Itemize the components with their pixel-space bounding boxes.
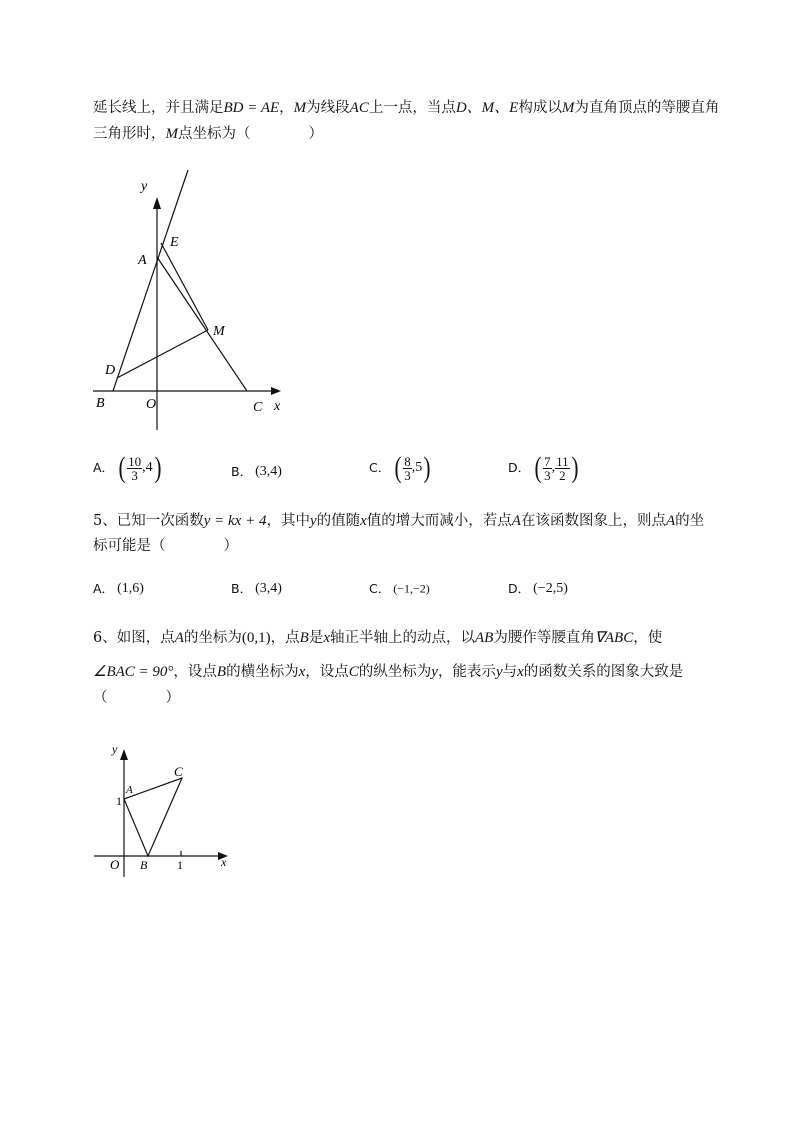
q6-label-one-y: 1 bbox=[116, 794, 122, 808]
q6-math: A bbox=[174, 630, 184, 646]
q4-text: 三角形时， bbox=[93, 126, 166, 142]
q4-text: 构成以 bbox=[518, 100, 562, 116]
q5-option-c[interactable] bbox=[369, 579, 430, 597]
paren-left: ( bbox=[118, 451, 126, 484]
q6-label-o: O bbox=[110, 857, 120, 872]
q4-text: 点坐标为（ ） bbox=[178, 126, 323, 142]
q6-text: ，设点 bbox=[173, 664, 217, 680]
q5-math: y bbox=[309, 513, 317, 529]
option-value: (1,6) bbox=[117, 581, 144, 596]
numerator: 10 bbox=[128, 453, 142, 469]
q6-text: 与 bbox=[502, 664, 518, 680]
q6-text-line1 bbox=[93, 628, 662, 648]
q4-text: 上一点，当点 bbox=[368, 100, 456, 116]
option-label: C． bbox=[369, 460, 391, 475]
q5-math: y = kx + 4 bbox=[203, 513, 267, 529]
q6-text: ，设点 bbox=[305, 664, 349, 680]
q4-option-d[interactable] bbox=[508, 453, 580, 483]
paren-right: ) bbox=[154, 451, 162, 484]
q5-text: 在该函数图象上，则点 bbox=[520, 513, 666, 529]
q4-math: AC bbox=[349, 100, 369, 116]
q4-figure bbox=[85, 165, 295, 435]
q6-label-x: x bbox=[221, 855, 227, 869]
q5-option-d[interactable] bbox=[508, 579, 568, 597]
q4-label-x: x bbox=[274, 399, 281, 414]
option-value: (3,4) bbox=[255, 464, 282, 479]
q4-text: 为线段 bbox=[306, 100, 350, 116]
option-rest: ,4 bbox=[142, 460, 153, 475]
q6-text: 的函数关系的图象大致是 bbox=[523, 664, 684, 680]
option-value: (−1,−2) bbox=[393, 581, 430, 596]
q4-text-line1 bbox=[93, 98, 719, 118]
q6-y-arrow bbox=[120, 749, 128, 760]
q4-line-bae bbox=[113, 170, 188, 391]
option-rest: ,5 bbox=[411, 460, 423, 475]
option-label: B． bbox=[231, 581, 253, 596]
q4-option-c[interactable] bbox=[369, 453, 432, 483]
fraction bbox=[127, 455, 142, 482]
option-label: C． bbox=[369, 581, 391, 596]
q6-text: 的纵坐标为 bbox=[358, 664, 432, 680]
q6-text: ，点 bbox=[270, 630, 300, 646]
q4-segment-em bbox=[161, 243, 208, 330]
q6-text: 是 bbox=[308, 630, 324, 646]
q6-math: ∠BAC = 90° bbox=[93, 664, 174, 680]
q5-text: 的值随 bbox=[316, 513, 361, 529]
q4-math: D、M、E bbox=[455, 100, 519, 116]
q6-text: ，使 bbox=[633, 630, 663, 646]
q6-math: (0,1) bbox=[241, 630, 271, 646]
q4-text: ， bbox=[279, 100, 294, 116]
q4-text: 为直角顶点的等腰直角 bbox=[574, 100, 720, 116]
q6-math: y bbox=[431, 664, 438, 680]
q4-option-a[interactable] bbox=[93, 453, 163, 483]
q6-figure bbox=[88, 735, 238, 880]
option-label: D． bbox=[508, 460, 531, 475]
q4-label-b: B bbox=[96, 396, 105, 411]
q6-math: B bbox=[216, 664, 227, 680]
q6-text: ，能表示 bbox=[437, 664, 496, 680]
q4-label-d: D bbox=[105, 363, 116, 378]
q5-text: 的坐 bbox=[675, 513, 705, 529]
q4-label-c: C bbox=[253, 400, 263, 415]
denominator: 3 bbox=[404, 467, 411, 483]
numerator: 8 bbox=[404, 453, 411, 469]
q5-text-line1 bbox=[93, 511, 704, 531]
q6-label-b: B bbox=[140, 858, 148, 872]
fraction bbox=[555, 455, 570, 482]
q5-text: 5、已知一次函数 bbox=[93, 513, 204, 529]
fraction bbox=[543, 455, 552, 482]
q6-text: 轴正半轴上的动点，以 bbox=[330, 630, 475, 646]
q4-label-o: O bbox=[146, 397, 157, 412]
numerator: 7 bbox=[544, 453, 551, 469]
q6-text: 为腰作等腰直角 bbox=[493, 630, 595, 646]
q6-math: B bbox=[299, 630, 309, 646]
numerator: 11 bbox=[556, 453, 569, 469]
q4-text: 延长线上，并且满足 bbox=[93, 100, 224, 116]
option-value: (−2,5) bbox=[533, 581, 568, 596]
comma: , bbox=[551, 460, 556, 475]
option-label: B． bbox=[231, 464, 253, 479]
q6-label-y: y bbox=[112, 742, 118, 756]
option-value: (3,4) bbox=[255, 581, 282, 596]
q6-math: ∇ABC bbox=[594, 630, 634, 646]
q4-label-m: M bbox=[213, 324, 225, 339]
q6-math: y bbox=[495, 664, 503, 680]
paren-right: ) bbox=[571, 451, 579, 484]
q5-option-b[interactable] bbox=[231, 579, 282, 597]
q6-text: 的坐标为 bbox=[183, 630, 242, 646]
q5-math: x bbox=[360, 513, 367, 529]
option-label: D． bbox=[508, 581, 531, 596]
q5-math: A bbox=[665, 513, 676, 529]
q4-y-arrow bbox=[153, 197, 161, 209]
q6-label-a: A bbox=[126, 784, 133, 796]
q6-text: 6、如图，点 bbox=[93, 630, 175, 646]
option-label: A． bbox=[93, 581, 115, 596]
q6-math: x bbox=[517, 664, 524, 680]
denominator: 3 bbox=[131, 467, 138, 483]
q5-text: 值的增大而减小，若点 bbox=[366, 513, 512, 529]
q6-text-line3: （ ） bbox=[93, 690, 180, 706]
denominator: 3 bbox=[544, 467, 551, 483]
q4-math: M bbox=[165, 126, 178, 142]
q5-text-line2: 标可能是（ ） bbox=[93, 538, 238, 554]
q6-label-one-x: 1 bbox=[177, 858, 183, 872]
q5-text: ，其中 bbox=[266, 513, 310, 529]
q6-math: AB bbox=[475, 630, 494, 646]
q4-math: M bbox=[561, 100, 575, 116]
q4-math: BD = AE bbox=[223, 100, 280, 116]
q4-label-e: E bbox=[170, 235, 179, 250]
q6-math: C bbox=[348, 664, 359, 680]
paren-left: ( bbox=[394, 451, 402, 484]
q4-math: M bbox=[293, 100, 307, 116]
q6-text-line2 bbox=[93, 662, 683, 682]
q5-math: A bbox=[511, 513, 521, 529]
paren-right: ) bbox=[423, 451, 431, 484]
q6-text: 的横坐标为 bbox=[226, 664, 299, 680]
paren-left: ( bbox=[534, 451, 542, 484]
q5-option-a[interactable] bbox=[93, 579, 144, 597]
q6-label-c: C bbox=[174, 764, 183, 779]
q4-segment-ac bbox=[157, 257, 247, 391]
q4-text-line2 bbox=[93, 124, 323, 144]
q6-math: x bbox=[323, 630, 330, 646]
q6-math: x bbox=[298, 664, 306, 680]
option-label: A． bbox=[93, 460, 115, 475]
q4-label-a: A bbox=[138, 253, 147, 268]
q4-x-arrow bbox=[271, 387, 281, 395]
fraction bbox=[403, 455, 412, 482]
q4-label-y: y bbox=[141, 179, 148, 194]
denominator: 2 bbox=[559, 467, 566, 483]
q4-option-b[interactable] bbox=[231, 462, 282, 480]
